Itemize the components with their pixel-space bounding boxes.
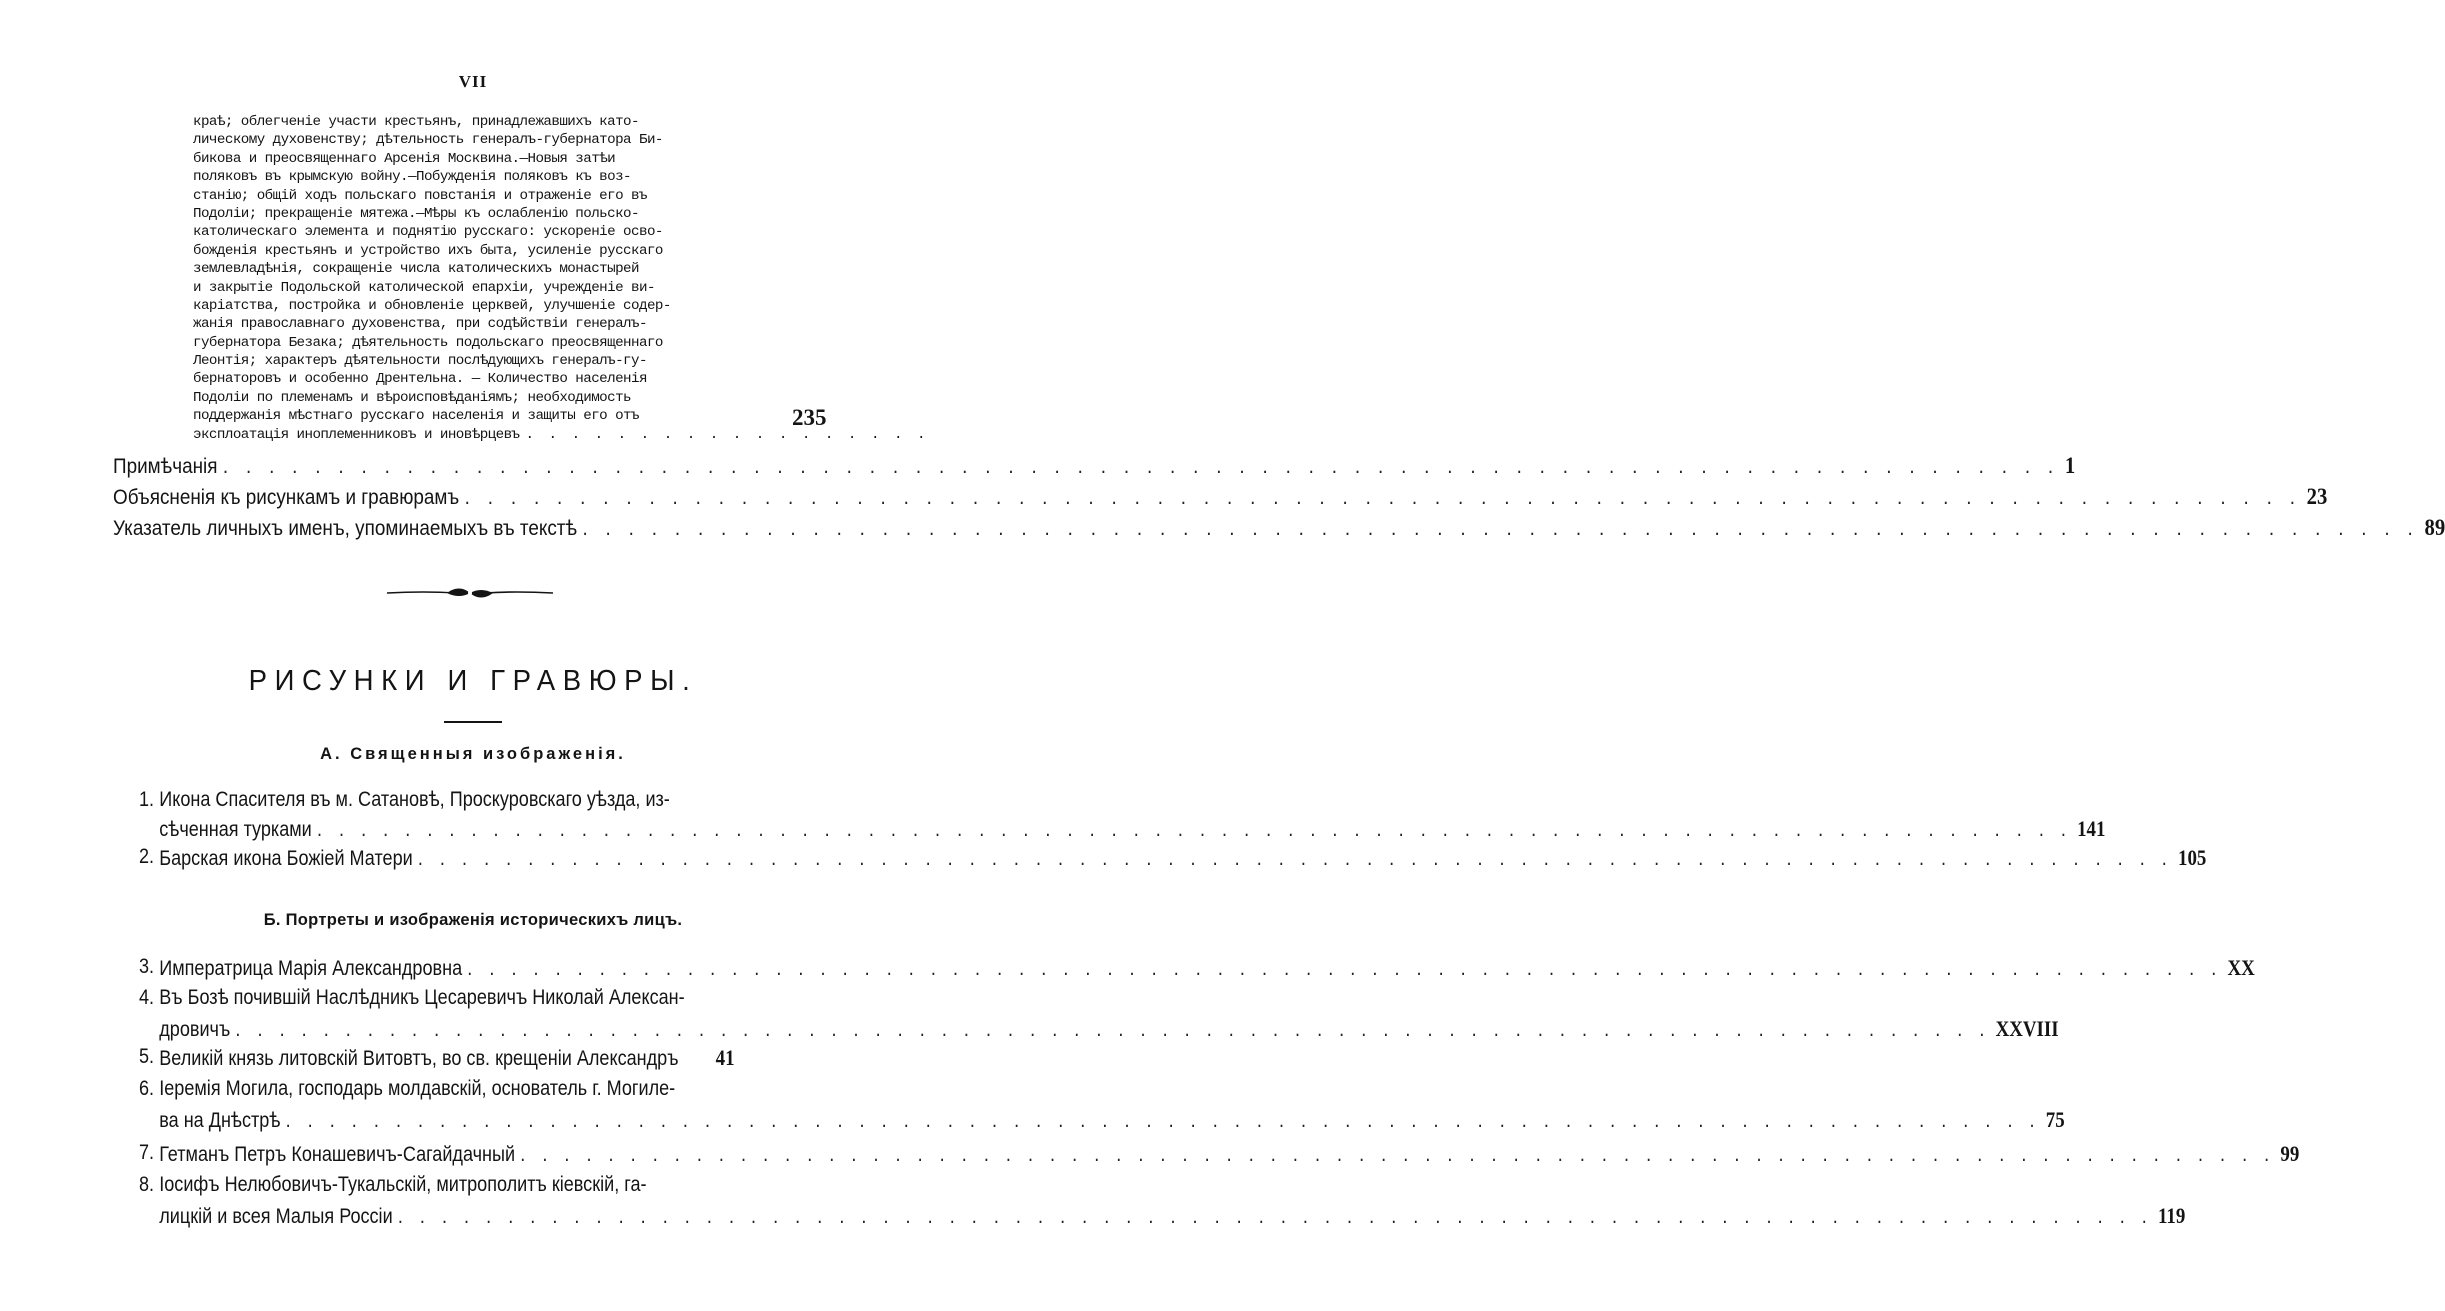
item-title: Барская икона Божіей Матери — [159, 847, 413, 870]
item-title-cont: ва на Днѣстрѣ — [159, 1109, 281, 1132]
toc-entry-explanations — [113, 484, 2328, 510]
paragraph-line: Подоліи; прекращеніе мятежа.—Мѣры къ ослабленію польско- — [193, 205, 639, 222]
item-line — [159, 955, 2255, 981]
paragraph-line: поляковъ въ крымскую войну.—Побужденія поляковъ къ воз- — [193, 169, 632, 186]
dot-leader — [467, 957, 2222, 981]
group-b-title: Б. Портреты и изображенія историческихъ лицъ. — [263, 911, 683, 929]
item-page: 41 — [715, 1045, 735, 1070]
dot-leader — [235, 1018, 1990, 1042]
toc-entry-title: Объясненія къ рисункамъ и гравюрамъ — [113, 486, 460, 509]
paragraph-line: жанія православнаго духовенства, при содѣйствіи генералъ- — [193, 316, 647, 333]
item-number: 8. — [139, 1173, 155, 1196]
item-number: 1. — [139, 788, 155, 811]
item-second-line — [159, 1203, 2186, 1229]
item-title: Іеремія Могила, господарь молдавскій, основатель г. Могиле- — [159, 1077, 676, 1100]
item-line — [159, 1141, 2300, 1167]
item-title: Великій князь литовскій Витовтъ, во св. крещеніи Александръ — [159, 1047, 679, 1070]
item-page: 141 — [2077, 816, 2106, 841]
item-page: 99 — [2280, 1141, 2300, 1166]
paragraph-line: каріатства, постройка и обновленіе церквей, улучшеніе содер- — [193, 297, 671, 314]
dot-leader — [582, 517, 2419, 541]
item-page: XX — [2227, 955, 2255, 980]
item-number: 7. — [139, 1141, 155, 1164]
item-page: XXVIII — [1995, 1016, 2059, 1041]
paragraph-line: божденія крестьянъ и устройство ихъ быта, усиленіе русскаго — [193, 242, 663, 259]
paragraph-line: губернатора Безака; дѣятельность подольскаго преосвященнаго — [193, 334, 663, 351]
toc-entry-page: 89 — [2424, 515, 2445, 540]
item-second-line — [159, 1107, 2065, 1133]
item-line — [159, 845, 2207, 871]
list-item — [130, 1173, 2186, 1231]
paragraph-line: эксплоатація иноплеменниковъ и иновѣрцевъ — [193, 426, 520, 443]
paragraph-line: и закрытіе Подольской католической епархіи, учрежденіе ви- — [193, 279, 655, 296]
list-item — [130, 955, 2255, 983]
page-number: VII — [458, 72, 488, 91]
item-title: Икона Спасителя въ м. Сатановѣ, Проскуровскаго уѣзда, из- — [159, 788, 670, 811]
toc-entry-page: 1 — [2064, 453, 2076, 478]
paragraph-line: Подоліи по племенамъ и вѣроисповѣданіямъ; необходимость — [193, 389, 632, 406]
paragraph-line: землевладѣнія, сокращеніе числа католическихъ монастырей — [193, 261, 639, 278]
item-title-cont: лицкій и всея Малыя Россіи — [159, 1205, 393, 1228]
paragraph-page-number: 235 — [792, 405, 827, 430]
item-title: Императрица Марія Александровна — [159, 957, 463, 980]
item-second-line — [159, 1016, 2059, 1042]
toc-entry-notes — [113, 453, 2076, 479]
item-number: 2. — [139, 845, 155, 868]
item-page: 119 — [2157, 1203, 2186, 1228]
dot-leader: . . . . . . . . . . . . . . . . . . — [525, 426, 929, 443]
item-number: 4. — [139, 986, 155, 1009]
paragraph-line: краѣ; облегченіе участи крестьянъ, принадлежавшихъ като- — [193, 114, 639, 130]
dot-leader — [465, 486, 2302, 510]
item-line — [159, 1045, 734, 1071]
item-number: 5. — [139, 1045, 155, 1068]
paragraph-line: лическому духовенству; дѣтельность генералъ-губернатора Би- — [193, 132, 663, 149]
dot-leader — [398, 1205, 2153, 1229]
paragraph-line: поддержанія мѣстнаго русскаго населенія и защиты его отъ — [193, 408, 639, 425]
list-item — [130, 1077, 2065, 1135]
group-a-title: А. Священныя изображенія. — [320, 745, 626, 763]
list-item — [130, 1141, 2300, 1169]
dot-leader — [223, 455, 2060, 479]
item-second-line — [159, 816, 2106, 842]
item-number: 6. — [139, 1077, 155, 1100]
paragraph-line: бернаторовъ и особенно Дрентельна. — Количество населенія — [193, 371, 647, 388]
paragraph-line: бикова и преосвященнаго Арсенія Москвина.—Новыя затѣи — [193, 150, 616, 167]
paragraph-line: станію; общій ходъ польскаго повстанія и отраженіе его въ — [193, 187, 647, 204]
item-page: 75 — [2045, 1107, 2065, 1132]
item-page: 105 — [2178, 845, 2207, 870]
item-title: Гетманъ Петръ Конашевичъ-Сагайдачный — [159, 1143, 516, 1166]
list-item — [130, 845, 2207, 873]
dot-leader — [520, 1143, 2275, 1167]
item-number: 3. — [139, 955, 155, 978]
list-item — [130, 788, 2106, 844]
paragraph-last-line — [193, 426, 929, 444]
heading-rule — [444, 721, 502, 723]
toc-entry-index — [113, 515, 2445, 541]
ornament-divider-icon — [385, 586, 555, 600]
dot-leader — [286, 1109, 2041, 1133]
section-heading: РИСУНКИ И ГРАВЮРЫ. — [248, 665, 698, 697]
toc-entry-title: Примѣчанія — [113, 455, 218, 478]
dot-leader — [418, 847, 2173, 871]
list-item — [130, 986, 2059, 1042]
dot-leader — [317, 818, 2072, 842]
toc-entry-title: Указатель личныхъ именъ, упоминаемыхъ въ текстѣ — [113, 517, 578, 540]
item-title-cont: сѣченная турками — [159, 818, 312, 841]
item-title: Іосифъ Нелюбовичъ-Тукальскій, митрополитъ кіевскій, га- — [159, 1173, 647, 1196]
list-item — [130, 1045, 735, 1073]
paragraph-line: Леонтія; характеръ дѣятельности послѣдующихъ генералъ-гу- — [193, 353, 647, 370]
toc-entry-page: 23 — [2306, 484, 2328, 509]
item-title: Въ Бозѣ почившій Наслѣдникъ Цесаревичъ Николай Алексан- — [159, 986, 685, 1009]
item-title-cont: дровичъ — [159, 1018, 231, 1041]
paragraph-line: католическаго элемента и поднятію русскаго: ускореніе осво- — [193, 224, 663, 241]
